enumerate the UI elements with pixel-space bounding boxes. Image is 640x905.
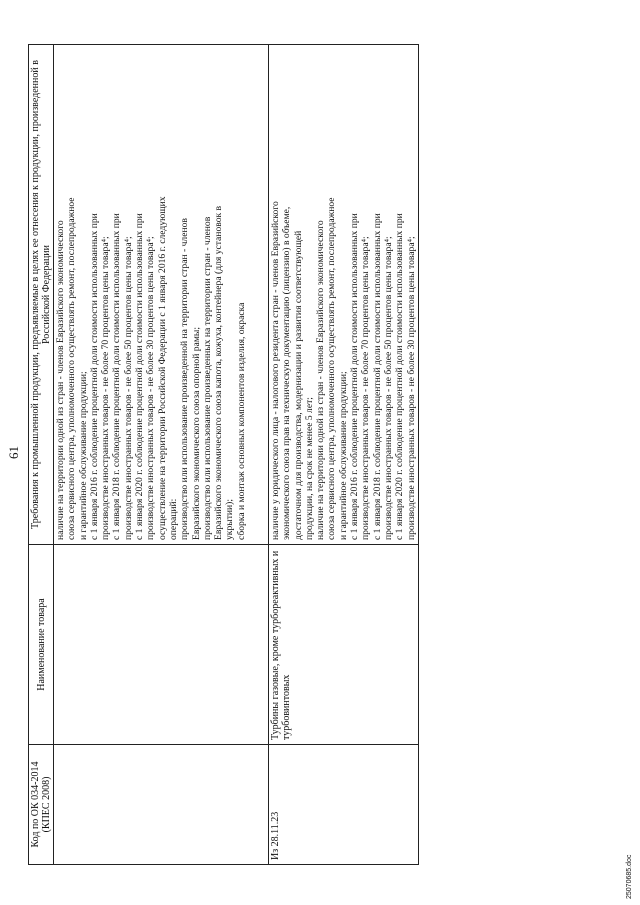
requirement-line: и гарантийное обслуживание продукции; — [337, 371, 349, 540]
requirement-line: производстве иностранных товаров - не более 70 процентов цены товара⁴; — [360, 236, 372, 540]
requirement-line: союза сервисного центра, уполномоченного осуществлять ремонт, послепродажное — [326, 197, 338, 540]
requirement-line: с 1 января 2016 г. соблюдение процентной доли стоимости использованных при — [88, 213, 100, 540]
document-code: 25070685.doc — [626, 854, 633, 899]
requirements-table — [28, 44, 419, 865]
requirement-line: наличие на территории одной из стран - членов Евразийского экономического — [315, 220, 327, 540]
requirement-line: производстве иностранных товаров - не более 30 процентов цены товара⁴; — [145, 236, 157, 540]
requirement-line: производстве иностранных товаров - не более 30 процентов цены товара⁴; — [405, 236, 417, 540]
requirement-line: с 1 января 2020 г. соблюдение процентной доли стоимости использованных при — [134, 213, 146, 540]
header-requirements: Требования к промышленной продукции, предъявляемые в целях ее отнесения к продукции, произведенной в Российской Федерации — [29, 45, 54, 545]
requirement-line: Евразийского экономического союза капота, кожуха, контейнера (для установок в — [213, 205, 225, 540]
requirement-line: наличие на территории одной из стран - членов Евразийского экономического — [55, 220, 66, 540]
requirement-line: с 1 января 2018 г. соблюдение процентной доли стоимости использованных при — [371, 213, 383, 540]
requirement-line: производстве иностранных товаров - не более 50 процентов цены товара⁴; — [382, 236, 394, 540]
requirement-line: с 1 января 2020 г. соблюдение процентной доли стоимости использованных при — [394, 213, 406, 540]
header-code: Код по ОК 034-2014 (КПЕС 2008) — [29, 745, 54, 865]
requirement-line: укрытии); — [224, 498, 236, 540]
requirement-line: экономического союза прав на техническую документацию (лицензию) в объеме, — [281, 206, 293, 540]
cell-requirements — [269, 45, 419, 545]
cell-name — [54, 545, 269, 745]
requirement-line: наличие у юридического лица - налогового резидента стран - членов Евразийского — [270, 201, 281, 540]
table-row — [54, 45, 269, 865]
cell-code: Из 28.11.23 — [269, 745, 419, 865]
requirement-line: производство или использование произведенной на территории стран - членов — [179, 218, 191, 540]
header-name: Наименование товара — [29, 545, 54, 745]
requirement-line: сборка и монтаж основных компонентов изделия, окраска — [235, 302, 247, 540]
cell-requirements — [54, 45, 269, 545]
requirement-line: с 1 января 2016 г. соблюдение процентной доли стоимости использованных при — [349, 213, 361, 540]
requirement-line: Евразийского экономического союза опорной рамы; — [190, 326, 202, 540]
requirement-line: операций: — [167, 498, 179, 540]
requirement-line: достаточном для производства, модернизации и развития соответствующей — [292, 230, 304, 540]
requirement-line: и гарантийное обслуживание продукции; — [77, 371, 89, 540]
requirement-line: союза сервисного центра, уполномоченного осуществлять ремонт, послепродажное — [66, 197, 78, 540]
requirement-line: продукции, на срок не менее 5 лет; — [303, 397, 315, 540]
cell-name: Турбины газовые, кроме турбореактивных и турбовинтовых — [269, 545, 419, 745]
page-number: 61 — [6, 446, 21, 459]
cell-code — [54, 745, 269, 865]
table-header-row — [29, 45, 54, 865]
requirement-line: производстве иностранных товаров - не более 70 процентов цены товара⁴; — [100, 236, 112, 540]
requirement-line: производство или использование произведенных на территории стран - членов — [201, 216, 213, 540]
table-row — [269, 45, 419, 865]
requirement-line: производстве иностранных товаров - не более 50 процентов цены товара⁴; — [122, 236, 134, 540]
requirement-line: осуществление на территории Российской Федерации с 1 января 2016 г. следующих — [156, 196, 168, 540]
requirement-line: с 1 января 2018 г. соблюдение процентной доли стоимости использованных при — [111, 213, 123, 540]
